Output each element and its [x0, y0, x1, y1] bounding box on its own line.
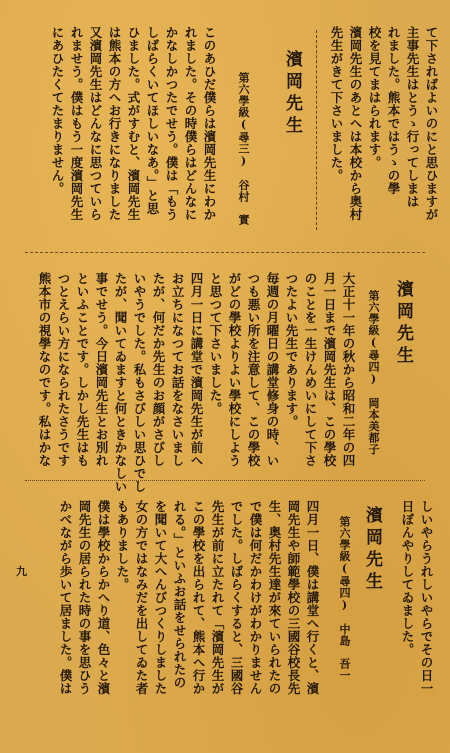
- top-essay-line-7: 又濱岡先生はどんなに思つていら: [88, 26, 103, 221]
- bottom-essay2-byline: 第六學級(尋四) 中島 吾一: [338, 516, 351, 681]
- bottom-essay2-line-8: れる。」といふお話をせられたの: [172, 500, 187, 689]
- bottom-essay1-line-10: お立ちになつてお話をなさいまし: [170, 272, 185, 467]
- bottom-essay2-line-3: 生、奥村先生達が來ていられたの: [267, 500, 282, 695]
- bottom-essay1-line-13: たが、聞いてゐますと何ときかなしい: [113, 272, 128, 493]
- bottom-essay2-line-5: でした。しばらくすると、三國谷: [229, 500, 244, 695]
- top-essay-title: 濱岡先生: [282, 50, 302, 138]
- bottom-essay2-line-11: もありました。: [115, 500, 130, 591]
- continuation-line-2: 主事先生はとうゝ行ってしまは: [405, 26, 420, 208]
- bottom-essay2-title: 濱岡先生: [362, 506, 382, 594]
- bottom-essay1-line-5: 毎週の月曜日の講堂修身の時、い: [265, 272, 280, 467]
- bottom-essay1-line-6: つも悪い所を注意して、この學校: [246, 272, 261, 467]
- bottom-essay2-line-6: 先生が前に立たれて「濱岡先生が: [210, 500, 225, 695]
- top-column-divider: [316, 30, 317, 230]
- continuation-line-5: 濱岡先生のあとへは本校から奥村: [348, 26, 363, 221]
- bottom-essay1-byline: 第六學級(尋四) 岡本美都子: [367, 290, 380, 455]
- section-separator: [25, 252, 425, 253]
- bottom-essay2-line-2: 岡先生や師範學校の三國谷校長先: [286, 500, 301, 695]
- bottom-essay2-line-10: 女の方ではなみだを出してゐた者: [134, 500, 149, 695]
- bottom-essay1-line-15: といふことです。しかし先生はも: [75, 272, 90, 467]
- bottom-essay1-line-2: 月一日まで濱岡先生は、この學校: [322, 272, 337, 467]
- top-essay-line-9: にあひたくてたまりません。: [50, 26, 65, 195]
- bottom-essay1-line-4: つたよい先生であります。: [284, 272, 299, 428]
- bottom-essay2-line-13: 岡先生の居られた時の事を思ひう: [77, 500, 92, 695]
- bottom-mid-separator: [25, 480, 425, 481]
- top-essay-line-2: れました。その時僕らはどんなに: [183, 26, 198, 221]
- bottom-essay2-pre-line-1: しいやらうれしいやらでその日一: [419, 500, 434, 695]
- bottom-essay2-pre-line-2: 日ぼんやりしてゐました。: [400, 500, 415, 656]
- bottom-essay2-line-12: 僕は學校からかへり道、色々と濱: [96, 500, 111, 695]
- top-essay-line-1: このあひだ僕らは濱岡先生にわか: [202, 26, 217, 221]
- top-essay-line-4: しばらくいてほしいなあ。」と思: [145, 26, 160, 215]
- top-essay-line-3: かなしかつたでせう。僕は「もう: [164, 26, 179, 221]
- page-number: 九: [16, 565, 27, 578]
- bottom-essay2-line-1: 四月一日、僕は講堂へ行くと、濱: [305, 500, 320, 695]
- top-essay-byline: 第六學級(尋三) 谷村 實: [237, 72, 250, 226]
- top-essay-line-8: れませう。僕はもう一度濱岡先生: [69, 26, 84, 221]
- top-essay-line-6: は熊本の方へお行きになりました: [107, 26, 122, 221]
- bottom-essay1-line-1: 大正十一年の秋から昭和二年の四: [341, 272, 356, 467]
- bottom-essay2-line-4: で僕は何だかわけがわかりません: [248, 500, 263, 695]
- continuation-line-4: 校を見てまはられます。: [367, 26, 382, 169]
- bottom-essay2-line-7: この學校を出られて、熊本へ行か: [191, 500, 206, 695]
- bottom-essay1-title: 濱岡先生: [393, 280, 413, 368]
- bottom-essay1-line-8: と思つて下さいました。: [208, 272, 223, 415]
- bottom-essay1-line-11: たが、何だか先生のお顔がさびし: [151, 272, 166, 467]
- bottom-essay1-line-9: 四月一日に講堂で濱岡先生が前へ: [189, 272, 204, 467]
- bottom-essay1-line-3: のことを一生けんめいにして下さ: [303, 272, 318, 467]
- bottom-essay1-line-17: 熊本市の視學なのです。私はかな: [37, 272, 52, 467]
- bottom-essay1-line-16: つとえらい方になられたさうです: [56, 272, 71, 467]
- bottom-essay2-line-14: かべながら歩いて居ました。僕は: [58, 500, 73, 695]
- bottom-essay1-line-7: がどの學校よりよい學校にしよう: [227, 272, 242, 467]
- continuation-line-6: 先生がきて下さいました。: [329, 26, 344, 182]
- bottom-essay2-line-9: を聞いて大へんびつくりしました: [153, 500, 168, 695]
- bottom-essay1-line-12: いやうでした。私もさびしい思ひでし: [132, 272, 147, 493]
- continuation-line-1: て下さればよいのにと思ひますが: [424, 26, 439, 221]
- continuation-line-3: れました。熊本ではうゝの學: [386, 26, 401, 195]
- bottom-essay1-line-14: 事でせう。今日濱岡先生とお別れ: [94, 272, 109, 467]
- top-essay-line-5: ひました。式がすむと、濱岡先生: [126, 26, 141, 221]
